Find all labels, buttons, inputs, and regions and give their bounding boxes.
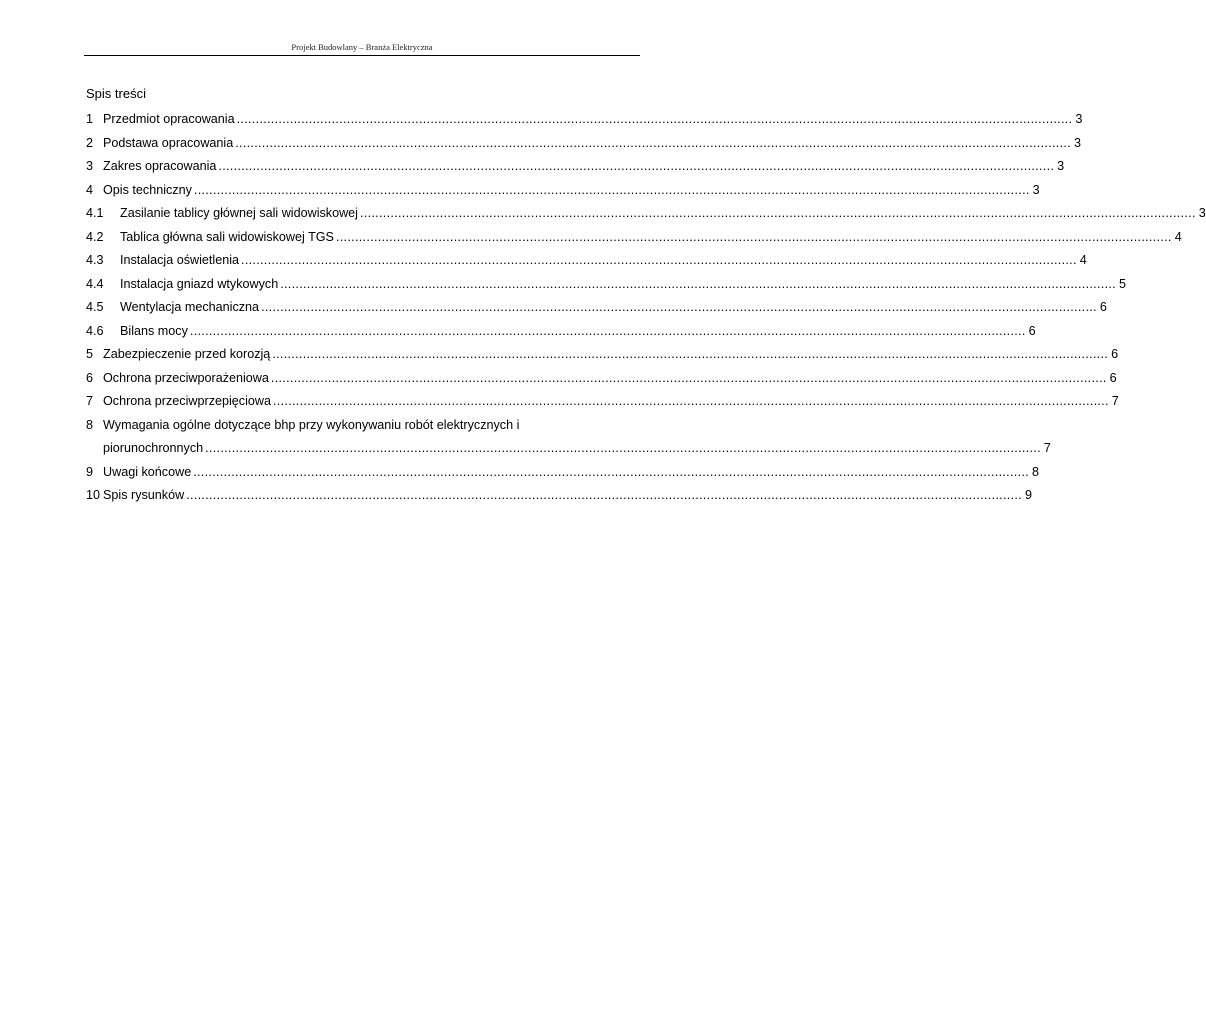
toc-entry-number: 4.3	[86, 253, 104, 267]
toc-dot-leader: ............................................................................................................................................................................................................................	[236, 112, 1073, 126]
toc-entry-page: 7	[1111, 394, 1119, 408]
toc-entry[interactable]	[86, 390, 1119, 414]
toc-entry-title: Zasilanie tablicy głównej sali widowiskowej	[120, 206, 358, 220]
toc-entry-number: 8	[86, 417, 94, 432]
toc-entry-page: 6	[1109, 370, 1117, 385]
toc-dot-leader: ............................................................................................................................................................................................................................	[186, 488, 1022, 502]
toc-entry-number: 4.4	[86, 276, 104, 291]
toc-entry-number: 4.2	[86, 229, 104, 244]
toc-entry-title: Spis rysunków	[103, 488, 185, 502]
toc-entry[interactable]	[86, 320, 1036, 344]
toc-entry[interactable]	[86, 273, 1126, 297]
toc-entry-page: 3	[1075, 112, 1083, 126]
toc-entry-number: 6	[86, 370, 94, 385]
toc-entry[interactable]	[86, 367, 1117, 391]
toc-dot-leader: ............................................................................................................................................................................................................................	[235, 135, 1071, 150]
toc-entry-page: 5	[1118, 276, 1126, 291]
toc-entry-page: 3	[1198, 206, 1206, 220]
toc-entry-page: 8	[1031, 464, 1039, 479]
toc-entry-page: 6	[1099, 300, 1107, 314]
toc-entry-page: 6	[1028, 323, 1036, 338]
toc-title: Spis treści	[86, 86, 146, 101]
toc-entry[interactable]	[86, 155, 1065, 179]
toc-entry-title: Bilans mocy	[120, 323, 188, 338]
toc-dot-leader: ............................................................................................................................................................................................................................	[270, 370, 1107, 385]
toc-entry[interactable]	[86, 296, 1107, 320]
toc-entry-title: Tablica główna sali widowiskowej TGS	[120, 229, 334, 244]
toc-dot-leader: ............................................................................................................................................................................................................................	[205, 441, 1041, 455]
toc-entry[interactable]	[86, 343, 1119, 367]
toc-entry-title: Wymagania ogólne dotyczące bhp przy wykonywaniu robót elektrycznych i	[103, 417, 520, 432]
toc-entry-number: 7	[86, 394, 94, 408]
toc-entry-page: 7	[1043, 441, 1051, 455]
toc-entry-title: Przedmiot opracowania	[103, 112, 235, 126]
toc-entry[interactable]	[86, 249, 1087, 273]
toc-entry-number: 9	[86, 464, 94, 479]
header-divider	[84, 55, 640, 56]
toc-entry-number: 4.5	[86, 300, 104, 314]
toc-entry-title: Ochrona przeciwprzepięciowa	[103, 394, 271, 408]
toc-entry-number: 1	[86, 112, 94, 126]
toc-entry-page: 3	[1057, 159, 1065, 173]
toc-entry-page: 3	[1073, 135, 1081, 150]
table-of-contents	[86, 108, 1206, 508]
toc-dot-leader: ............................................................................................................................................................................................................................	[272, 347, 1109, 361]
toc-entry-page: 6	[1111, 347, 1119, 361]
toc-entry-title: Opis techniczny	[103, 182, 192, 197]
toc-dot-leader: ............................................................................................................................................................................................................................	[359, 206, 1196, 220]
toc-dot-leader: ............................................................................................................................................................................................................................	[261, 300, 1097, 314]
toc-entry-number: 4.6	[86, 323, 104, 338]
toc-entry[interactable]	[86, 179, 1040, 203]
toc-entry-number: 3	[86, 159, 94, 173]
toc-dot-leader: ............................................................................................................................................................................................................................	[241, 253, 1077, 267]
toc-dot-leader: ............................................................................................................................................................................................................................	[218, 159, 1055, 173]
toc-entry-page: 9	[1024, 488, 1032, 502]
toc-entry-title: Instalacja oświetlenia	[120, 253, 240, 267]
toc-dot-leader: ............................................................................................................................................................................................................................	[280, 276, 1116, 291]
toc-entry-title: Instalacja gniazd wtykowych	[120, 276, 279, 291]
toc-entry-page: 4	[1079, 253, 1087, 267]
toc-entry-page: 4	[1174, 229, 1182, 244]
toc-dot-leader: ............................................................................................................................................................................................................................	[335, 229, 1172, 244]
toc-dot-leader: ............................................................................................................................................................................................................................	[193, 464, 1029, 479]
toc-entry-continuation[interactable]	[86, 437, 1051, 461]
toc-dot-leader: ............................................................................................................................................................................................................................	[193, 182, 1030, 197]
toc-entry[interactable]	[86, 461, 1039, 485]
toc-entry[interactable]	[86, 132, 1081, 156]
toc-entry[interactable]	[86, 108, 1083, 132]
toc-entry[interactable]	[86, 484, 1032, 508]
toc-dot-leader: ............................................................................................................................................................................................................................	[273, 394, 1109, 408]
toc-entry-title: Ochrona przeciwporażeniowa	[103, 370, 269, 385]
toc-entry-title: Zakres opracowania	[103, 159, 217, 173]
toc-entry-page: 3	[1032, 182, 1040, 197]
toc-entry-number: 5	[86, 347, 94, 361]
toc-entry-title: Wentylacja mechaniczna	[120, 300, 260, 314]
toc-dot-leader: ............................................................................................................................................................................................................................	[189, 323, 1026, 338]
toc-entry-title: Zabezpieczenie przed korozją	[103, 347, 271, 361]
toc-entry[interactable]	[86, 226, 1182, 250]
page-header: Projekt Budowlany – Branża Elektryczna	[291, 42, 433, 52]
toc-entry[interactable]	[86, 414, 638, 438]
toc-entry-number: 4.1	[86, 206, 104, 220]
toc-entry-title: Podstawa opracowania	[103, 135, 234, 150]
toc-entry-number: 2	[86, 135, 94, 150]
toc-entry-number: 10	[86, 488, 101, 502]
toc-entry-number: 4	[86, 182, 94, 197]
toc-entry-title: Uwagi końcowe	[103, 464, 192, 479]
toc-entry[interactable]	[86, 202, 1206, 226]
toc-entry-title-continuation: piorunochronnych	[103, 441, 204, 455]
